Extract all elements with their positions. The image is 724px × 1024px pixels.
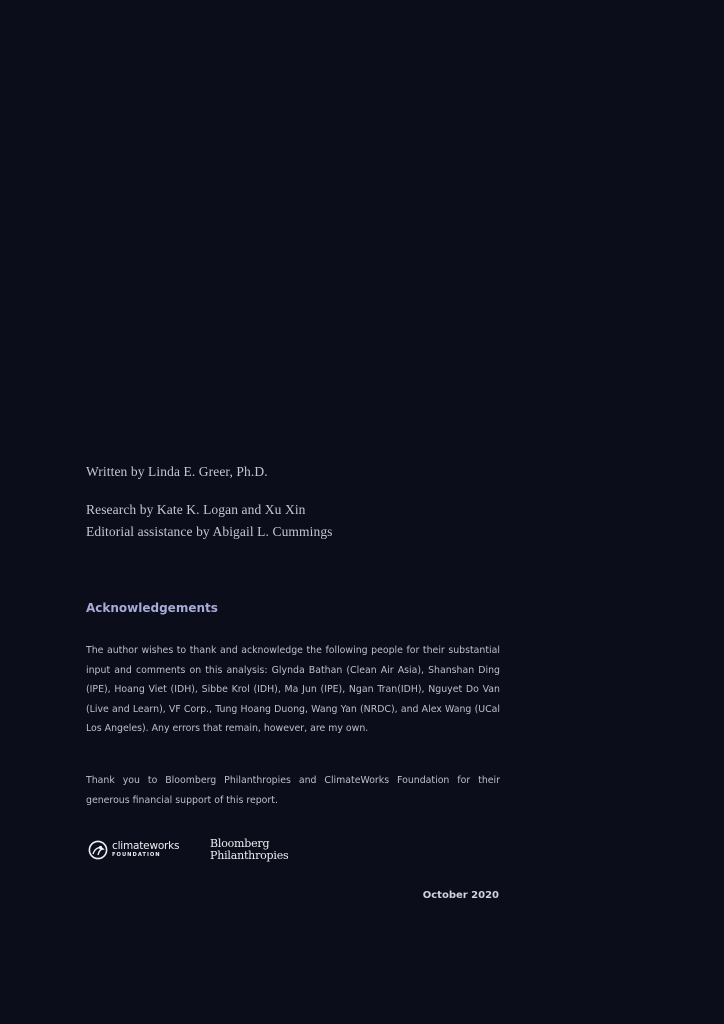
credits-block <box>86 461 586 543</box>
acknowledgements-thanks: Thank you to Bloomberg Philanthropies and ClimateWorks Foundation for their generous financial support of this report. <box>86 775 500 806</box>
acknowledgements-heading: Acknowledgements <box>86 601 218 615</box>
acknowledgements-body: The author wishes to thank and acknowledge the following people for their substantial input and comments on this analysis: Glynda Bathan (Clean Air Asia), Shanshan Ding (IPE), Hoang Viet (IDH), Sibbe Krol (IDH), Ma Jun (IPE), Ngan Tran(IDH), Nguyet Do Van (Live and Learn), VF Corp., Tung Hoang Duong, Wang Yan (NRDC), and Alex Wang (UCal Los Angeles). Any errors that remain, however, are my own. <box>86 645 500 735</box>
bloomberg-philanthropies-logo <box>210 838 288 862</box>
research-credit: Research by Kate K. Logan and Xu Xin <box>86 502 306 517</box>
climateworks-emblem-icon <box>88 840 108 860</box>
bloomberg-logo-line2: Philanthropies <box>210 849 289 862</box>
climateworks-logo <box>88 839 179 861</box>
climateworks-subtitle: FOUNDATION <box>112 852 161 858</box>
editorial-credit: Editorial assistance by Abigail L. Cummings <box>86 524 333 539</box>
climateworks-name: climateworks <box>112 840 180 852</box>
publication-date: October 2020 <box>422 890 499 901</box>
author-credit: Written by Linda E. Greer, Ph.D. <box>86 464 268 479</box>
bloomberg-logo-line1: Bloomberg <box>210 837 270 850</box>
